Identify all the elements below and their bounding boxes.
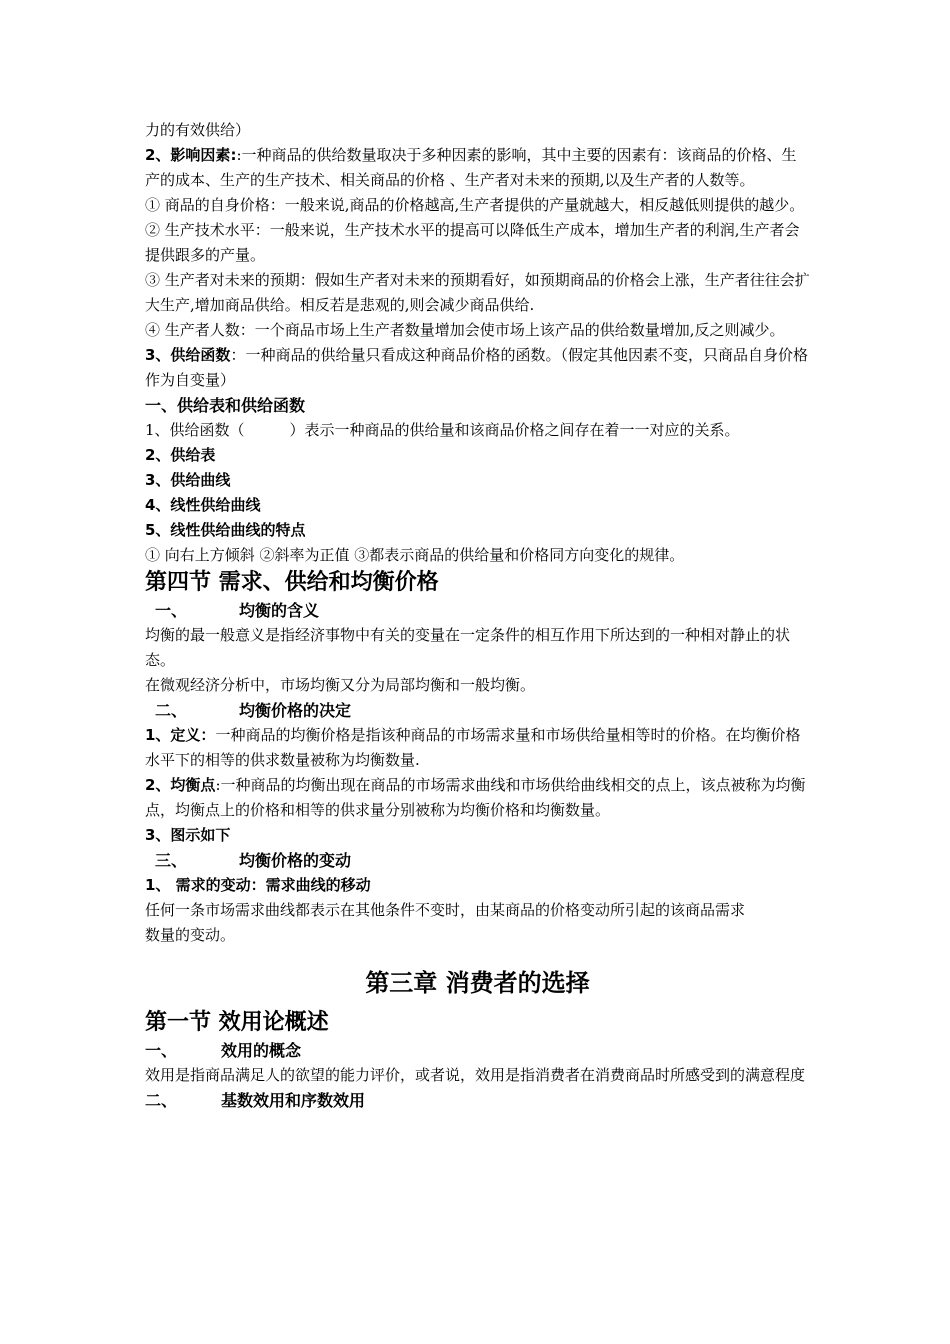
list-item: 2、供给表 [145,446,216,464]
list-item: 3、供给曲线 [145,471,231,489]
paragraph: 均衡的最一般意义是指经济事物中有关的变量在一定条件的相互作用下所达到的一种相对静止的状态。 [145,626,791,669]
influence-factors [145,143,810,193]
influence-factors-label: 2、影响因素: [145,146,237,164]
heading-text: 效用的概念 [221,1041,302,1060]
heading-number: 一、 [145,1041,178,1060]
factor-2: ② 生产技术水平：一般来说，生产技术水平的提高可以降低生产成本，增加生产者的利润,生产者会提供跟多的产量。 [145,221,800,264]
list-item: 1、 需求的变动：需求曲线的移动 [145,876,371,894]
equilibrium-point-label: 2、均衡点 [145,776,216,794]
heading-text: 均衡价格的决定 [239,701,352,720]
factor-1: ① 商品的自身价格：一般来说,商品的价格越高,生产者提供的产量就越大，相反越低则提供的越少。 [145,196,805,214]
heading-text: 基数效用和序数效用 [221,1091,366,1110]
heading-number: 三、 [155,851,188,870]
heading-cardinal-ordinal [145,1088,810,1113]
heading-price-change [145,848,810,873]
list-item: 4、线性供给曲线 [145,496,261,514]
supply-function-label: 3、供给函数 [145,346,231,364]
supply-function-text: ：一种商品的供给量只看成这种商品价格的函数。（假定其他因素不变，只商品自身价格作为自变量） [145,346,808,389]
section-title-1: 第一节 效用论概述 [145,1010,329,1035]
heading-equilibrium-price [145,698,810,723]
list-item: ① 向右上方倾斜 ②斜率为正值 ③都表示商品的供给量和价格同方向变化的规律。 [145,546,685,564]
heading-text: 均衡价格的变动 [239,851,352,870]
equilibrium-point [145,773,810,823]
section-title-4: 第四节 需求、供给和均衡价格 [145,570,439,595]
chapter-title: 第三章 消费者的选择 [365,969,590,997]
paragraph: 效用是指商品满足人的欲望的能力评价，或者说，效用是指消费者在消费商品时所感受到的满意程度 [145,1066,806,1084]
list-item: 5、线性供给曲线的特点 [145,521,306,539]
heading-supply-table: 一、供给表和供给函数 [145,396,306,415]
document-page [145,118,810,1113]
heading-utility-concept [145,1038,810,1063]
equilibrium-point-text: :一种商品的均衡出现在商品的市场需求曲线和市场供给曲线相交的点上，该点被称为均衡点，均衡点上的价格和相等的供求量分别被称为均衡价格和均衡数量。 [145,776,806,819]
heading-text: 均衡的含义 [239,601,320,620]
definition-text: 一种商品的均衡价格是指该种商品的市场需求量和市场供给量相等时的价格。在均衡价格 水平下的相等的供求数量被称为均衡数量. [145,726,801,769]
heading-number: 一、 [155,601,188,620]
heading-number: 二、 [145,1091,178,1110]
factor-4: ④ 生产者人数：一个商品市场上生产者数量增加会使市场上该产品的供给数量增加,反之则减少。 [145,321,785,339]
paragraph: 数量的变动。 [145,926,236,944]
list-item: 1、供给函数（ ）表示一种商品的供给量和该商品价格之间存在着一一对应的关系。 [145,421,740,439]
paragraph: 任何一条市场需求曲线都表示在其他条件不变时，由某商品的价格变动所引起的该商品需求 [145,901,746,919]
heading-number: 二、 [155,701,188,720]
paragraph: 在微观经济分析中，市场均衡又分为局部均衡和一般均衡。 [145,676,536,694]
definition-label: 1、定义： [145,726,216,744]
factor-3: ③ 生产者对未来的预期：假如生产者对未来的预期看好，如预期商品的价格会上涨，生产者往往会扩大生产,增加商品供给。相反若是悲观的,则会减少商品供给. [145,271,810,314]
heading-equilibrium-meaning [145,598,810,623]
definition [145,723,810,773]
list-item: 3、图示如下 [145,826,231,844]
supply-function-def [145,343,810,393]
influence-factors-text: :一种商品的供给数量取决于多种因素的影响，其中主要的因素有：该商品的价格、生产的成本、生产的生产技术、相关商品的价格 、生产者对未来的预期,以及生产者的人数等。 [145,146,797,189]
text-line: 力的有效供给） [145,121,251,139]
